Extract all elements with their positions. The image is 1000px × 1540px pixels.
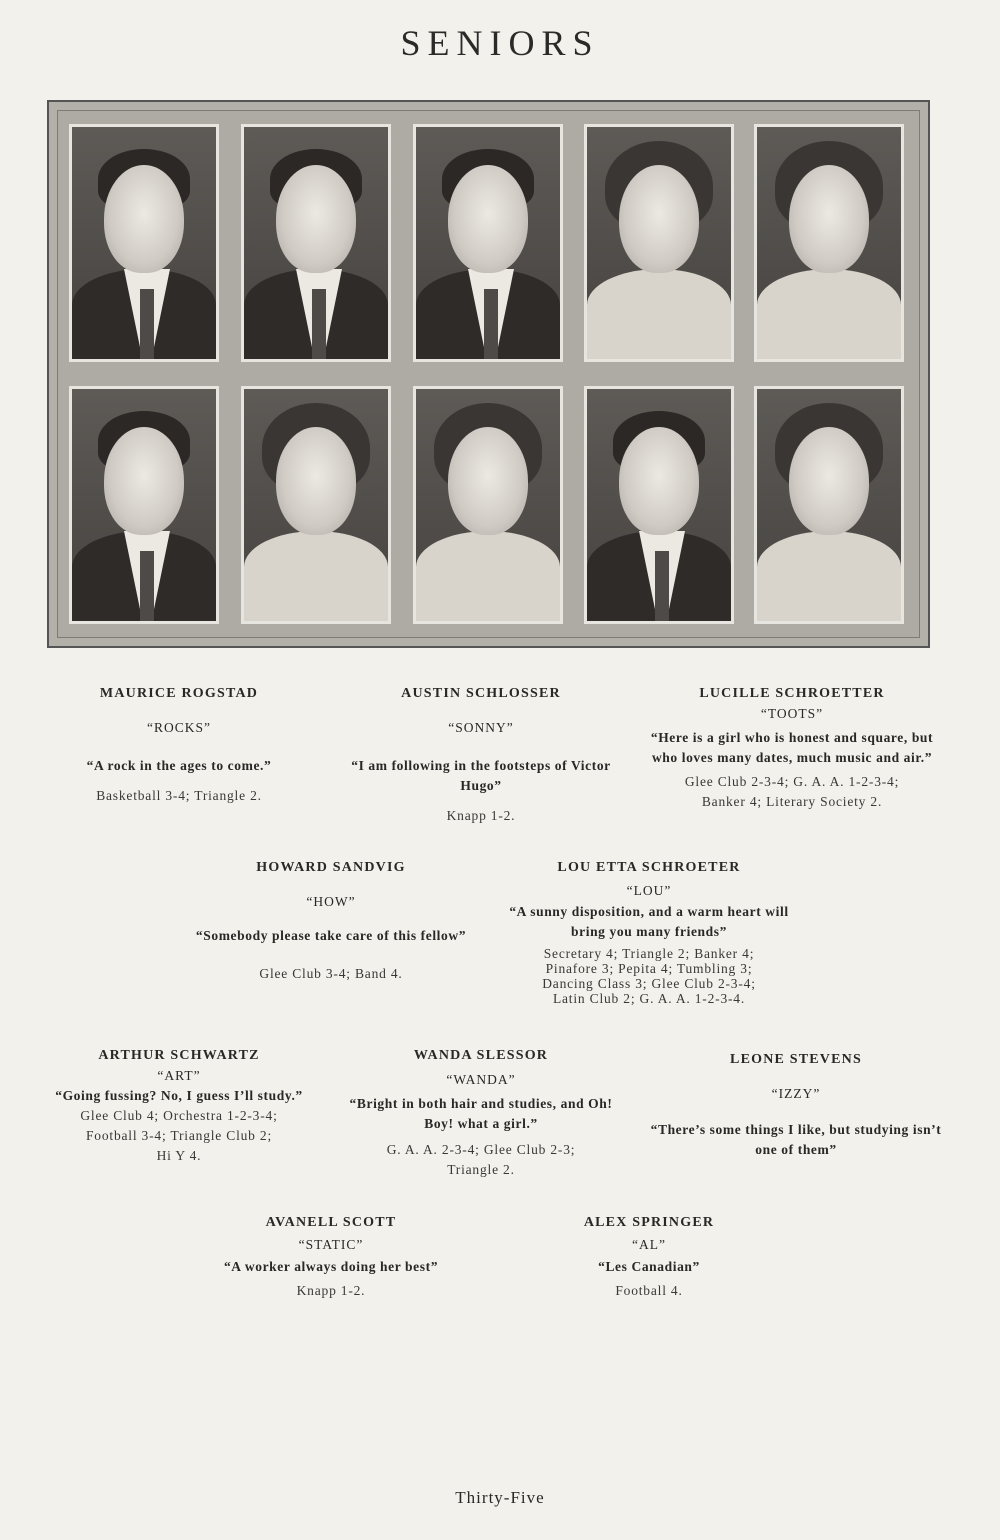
senior-nickname: “HOW” xyxy=(306,894,356,909)
portrait-photo xyxy=(241,124,391,362)
senior-name: ARTHUR SCHWARTZ xyxy=(98,1048,260,1063)
senior-nickname: “WANDA” xyxy=(446,1072,516,1087)
portrait-photo xyxy=(69,386,219,624)
senior-name: LUCILLE SCHROETTER xyxy=(699,686,885,701)
portrait-photo xyxy=(754,386,904,624)
portrait-photo xyxy=(584,386,734,624)
senior-activities: Banker 4; Literary Society 2. xyxy=(701,794,883,809)
senior-nickname: “SONNY” xyxy=(448,720,514,735)
senior-entry xyxy=(498,1213,800,1301)
senior-activities: Knapp 1-2. xyxy=(296,1283,366,1298)
senior-activities: Dancing Class 3; Glee Club 2-3-4; xyxy=(542,976,756,991)
senior-nickname: “STATIC” xyxy=(298,1237,364,1252)
senior-nickname: “ART” xyxy=(157,1068,201,1083)
portrait-photo xyxy=(69,124,219,362)
senior-quote: “A rock in the ages to come.” xyxy=(86,758,272,773)
senior-name: AVANELL SCOTT xyxy=(265,1215,397,1230)
senior-nickname: “LOU” xyxy=(626,883,672,898)
senior-entry xyxy=(642,684,942,812)
senior-quote: “A worker always doing her best” xyxy=(223,1259,439,1274)
senior-entry xyxy=(180,858,482,984)
senior-name: MAURICE ROGSTAD xyxy=(99,686,259,701)
senior-nickname: “TOOTS” xyxy=(760,706,824,721)
senior-quote: “Going fussing? No, I guess I’ll study.” xyxy=(55,1088,303,1103)
senior-activities: Football 3-4; Triangle Club 2; xyxy=(85,1128,272,1143)
senior-entry xyxy=(338,1046,624,1180)
senior-quote: “Here is a girl who is honest and square, but who loves many dates, much music and air.” xyxy=(650,730,934,765)
senior-nickname: “IZZY” xyxy=(771,1086,821,1101)
senior-quote: “There’s some things I like, but studying isn’t one of them” xyxy=(650,1122,942,1157)
senior-name: WANDA SLESSOR xyxy=(413,1048,549,1063)
senior-activities: Secretary 4; Triangle 2; Banker 4; xyxy=(543,946,755,961)
senior-name: LOU ETTA SCHROETER xyxy=(557,860,741,875)
senior-entry xyxy=(38,1046,320,1166)
senior-name: LEONE STEVENS xyxy=(730,1052,862,1067)
portrait-panel xyxy=(47,100,930,648)
senior-activities: Pinafore 3; Pepita 4; Tumbling 3; xyxy=(545,961,753,976)
senior-entry xyxy=(180,1213,482,1301)
senior-name: ALEX SPRINGER xyxy=(583,1215,715,1230)
senior-quote: “I am following in the footsteps of Victor Hugo” xyxy=(351,758,611,793)
portrait-photo xyxy=(754,124,904,362)
senior-activities: Football 4. xyxy=(615,1283,683,1298)
senior-entry xyxy=(498,858,800,1006)
senior-entry xyxy=(340,684,622,826)
senior-quote: “Les Canadian” xyxy=(598,1259,700,1274)
senior-entry xyxy=(646,1050,946,1160)
senior-activities: Glee Club 4; Orchestra 1-2-3-4; xyxy=(80,1108,278,1123)
page-title: SENIORS xyxy=(400,23,600,63)
senior-name: HOWARD SANDVIG xyxy=(256,860,406,875)
senior-name: AUSTIN SCHLOSSER xyxy=(401,686,561,701)
senior-activities: Knapp 1-2. xyxy=(446,808,516,823)
senior-quote: “Bright in both hair and studies, and Oh! Boy! what a girl.” xyxy=(349,1096,613,1131)
page-number: Thirty-Five xyxy=(455,1488,545,1507)
senior-activities: Hi Y 4. xyxy=(156,1148,202,1163)
senior-activities: Glee Club 3-4; Band 4. xyxy=(259,966,403,981)
portrait-photo xyxy=(584,124,734,362)
senior-activities: Triangle 2. xyxy=(447,1162,515,1177)
senior-activities: Basketball 3-4; Triangle 2. xyxy=(96,788,262,803)
senior-activities: Glee Club 2-3-4; G. A. A. 1-2-3-4; xyxy=(684,774,900,789)
senior-activities: Latin Club 2; G. A. A. 1-2-3-4. xyxy=(552,991,746,1006)
portrait-photo xyxy=(241,386,391,624)
senior-entry xyxy=(38,684,320,806)
portrait-photo xyxy=(413,386,563,624)
portrait-photo xyxy=(413,124,563,362)
senior-activities: G. A. A. 2-3-4; Glee Club 2-3; xyxy=(386,1142,576,1157)
senior-quote: “Somebody please take care of this fellow” xyxy=(195,928,467,943)
senior-quote: “A sunny disposition, and a warm heart will bring you many friends” xyxy=(509,904,789,939)
senior-nickname: “AL” xyxy=(632,1237,666,1252)
senior-nickname: “ROCKS” xyxy=(147,720,211,735)
